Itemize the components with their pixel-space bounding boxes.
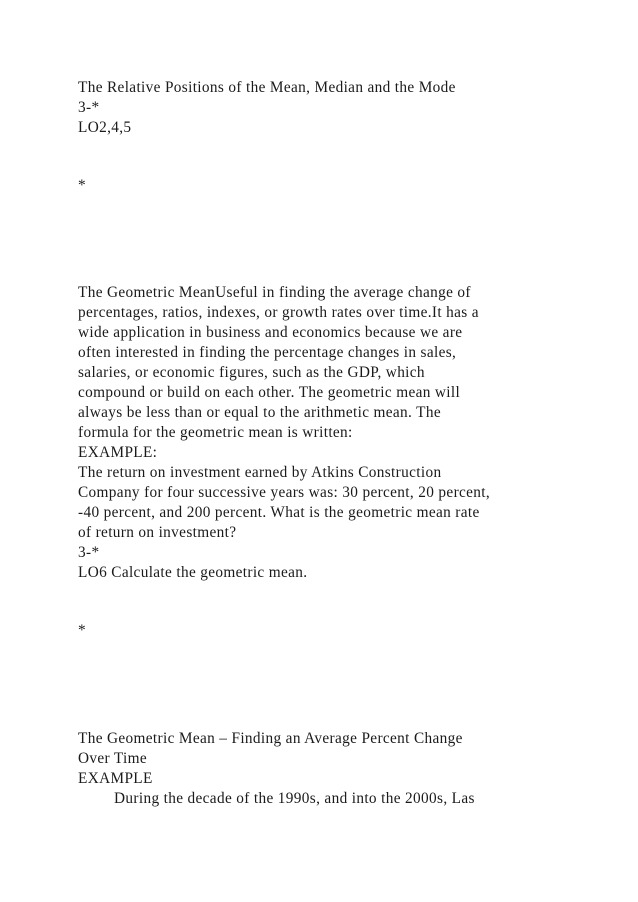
slide-number: 3-*	[78, 99, 100, 116]
slide-title-geometric-mean: The Geometric MeanUseful in finding the average change of	[78, 284, 471, 301]
learning-objective: LO6 Calculate the geometric mean.	[78, 564, 308, 581]
slide-title-geometric-mean-percent-change: The Geometric Mean – Finding an Average Percent Change	[78, 730, 463, 747]
slide-title-relative-positions: The Relative Positions of the Mean, Median and the Mode	[78, 79, 456, 96]
body-text-line: Company for four successive years was: 30 percent, 20 percent,	[78, 484, 491, 501]
body-text-line: The return on investment earned by Atkins Construction	[78, 464, 442, 481]
body-text-line: formula for the geometric mean is written:	[78, 424, 353, 441]
body-text-line: -40 percent, and 200 percent. What is the geometric mean rate	[78, 504, 480, 521]
body-text-line: During the decade of the 1990s, and into the 2000s, Las	[114, 790, 475, 807]
separator-asterisk: *	[78, 622, 86, 639]
body-text-line: wide application in business and economics because we are	[78, 324, 463, 341]
body-text-line: often interested in finding the percentage changes in sales,	[78, 344, 457, 361]
example-heading: EXAMPLE:	[78, 444, 158, 461]
example-heading: EXAMPLE	[78, 770, 153, 787]
separator-asterisk: *	[78, 177, 86, 194]
slide-number: 3-*	[78, 544, 100, 561]
body-text-line: salaries, or economic figures, such as the GDP, which	[78, 364, 425, 381]
body-text-line: compound or build on each other. The geometric mean will	[78, 384, 461, 401]
body-text-line: always be less than or equal to the arithmetic mean. The	[78, 404, 441, 421]
body-text-line: percentages, ratios, indexes, or growth rates over time.It has a	[78, 304, 479, 321]
body-text-line: Over Time	[78, 750, 148, 767]
learning-objective: LO2,4,5	[78, 119, 132, 136]
body-text-line: of return on investment?	[78, 524, 237, 541]
